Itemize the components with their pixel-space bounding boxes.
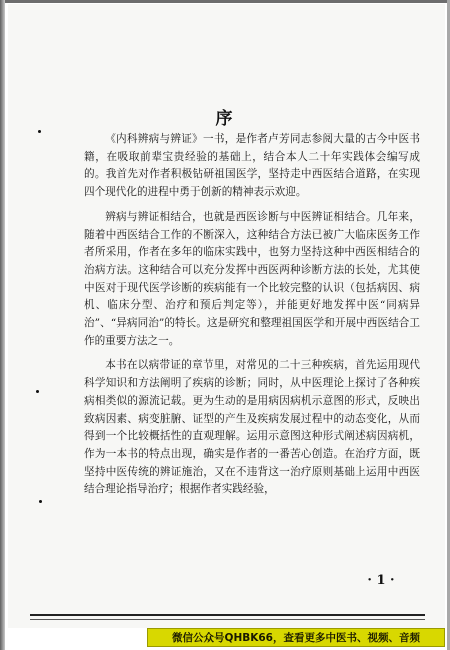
scan-speck <box>39 500 42 503</box>
footer-rule <box>30 619 425 620</box>
banner-text: 微信公众号QHBK66，查看更多中医书、视频、音频 <box>172 632 420 644</box>
scan-border-top <box>0 0 450 3</box>
scan-speck <box>36 390 39 393</box>
wechat-banner[interactable] <box>147 628 445 647</box>
paragraph: 本书在以病带证的章节里，对常见的二十三种疾病，首先运用现代科学知识和方法阐明了疾病的诊断；同时，从中医理论上探讨了各种疾病相类似的源流记载。更为生动的是用病因病机示意图的形式，反映出致病因素、病变脏腑、证型的产生及疾病发展过程中的动态变化，从而得到一个比较概括性的直观理解。运用示意图这种形式阐述病因病机，作为一本书的特点出现，确实是作者的一番苦心创造。在治疗方面，既坚持中医传统的辨证施治，又在不违背这一治疗原则基础上运用中西医结合理论指导治疗；根据作者实践经验， <box>84 359 420 496</box>
scan-border-left <box>0 0 5 650</box>
page-number: · 1 · <box>367 573 395 588</box>
scan-speck <box>38 130 41 133</box>
paragraph: 辨病与辨证相结合，也就是西医诊断与中医辨证相结合。几年来，随着中西医结合工作的不断深入，这种结合方法已被广大临床医务工作者所采用，作者在多年的临床实践中，也努力坚持这种中西医相结合的治病方法。这种结合可以充分发挥中西医两种诊断方法的长处，尤其使中医对于现代医学诊断的疾病能有一个比较完整的认识（包括病因、病机、临床分型、治疗和预后判定等），并能更好地发挥中医“同病异治”、“异病同治”的特长。这是研究和整理祖国医学和开展中西医结合工作的重要方法之一。 <box>84 210 420 347</box>
preface-body <box>84 131 420 499</box>
footer-rule <box>30 614 425 616</box>
page-title: 序 <box>215 109 235 129</box>
paragraph: 《内科辨病与辨证》一书，是作者卢芳同志参阅大量的古今中医书籍，在吸取前辈宝贵经验的基础上，结合本人二十年实践体会编写成的。我首先对作者积极钻研祖国医学，坚持走中西医结合道路，在实现四个现代化的进程中勇于创新的精神表示欢迎。 <box>84 133 420 199</box>
